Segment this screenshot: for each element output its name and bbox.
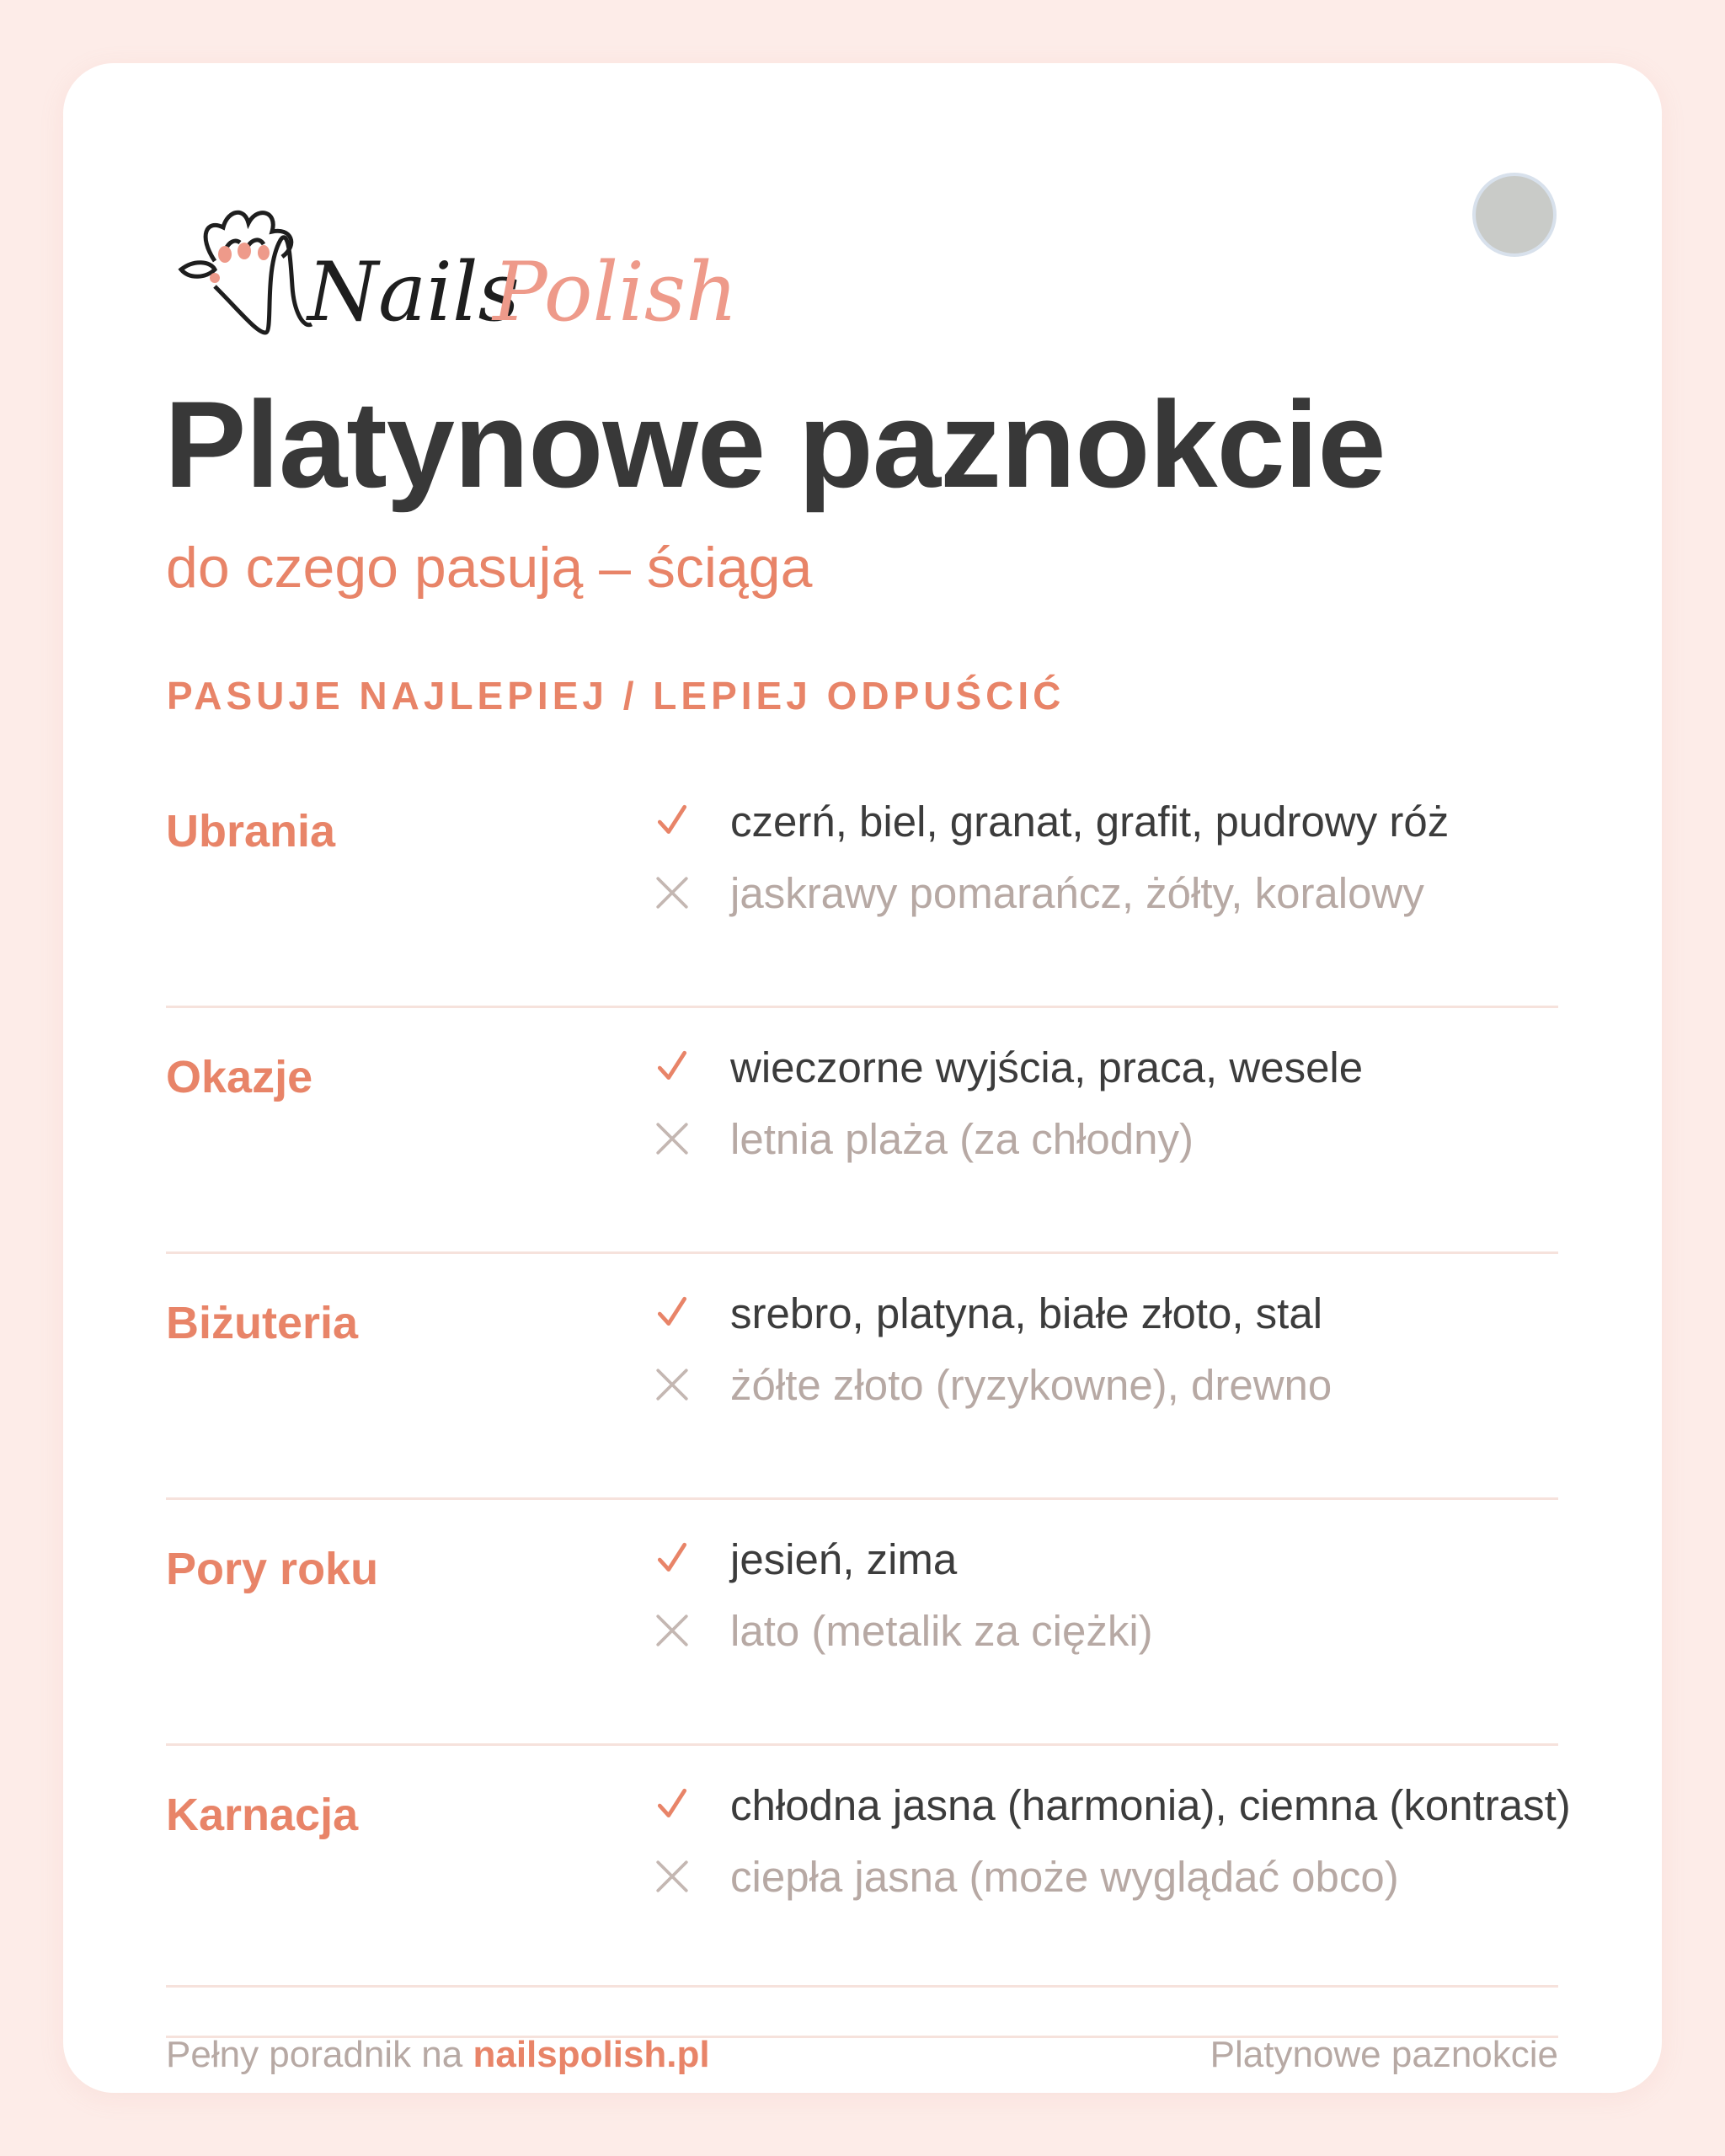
avoid-line [654, 1355, 1558, 1414]
footer-topic: Platynowe paznokcie [1210, 2034, 1558, 2075]
table-row [166, 1500, 1558, 1746]
fits-line [654, 792, 1558, 851]
logo-text-polish: Polish [493, 245, 737, 339]
fits-text: chłodna jasna (harmonia), ciemna (kontrast) [730, 1780, 1571, 1829]
footer-prefix: Pełny poradnik na [166, 2034, 463, 2075]
section-label: PASUJE NAJLEPIEJ / LEPIEJ ODPUŚCIĆ [167, 674, 1065, 718]
fits-text: wieczorne wyjścia, praca, wesele [730, 1043, 1364, 1091]
cross-icon [654, 875, 730, 910]
nails-fan-icon [164, 160, 737, 354]
check-icon [654, 1295, 730, 1331]
fits-line [654, 1529, 1558, 1588]
avoid-text: ciepła jasna (może wyglądać obco) [730, 1852, 1399, 1901]
check-icon [654, 1049, 730, 1085]
fits-text: jesień, zima [730, 1534, 958, 1583]
site-link[interactable]: nailspolish.pl [473, 2034, 710, 2075]
logo-text-nails: Nails [307, 245, 520, 339]
fits-text: czerń, biel, granat, grafit, pudrowy róż [730, 797, 1450, 846]
avoid-line [654, 1109, 1558, 1168]
row-label: Karnacja [166, 1790, 359, 1840]
table-row [166, 1008, 1558, 1254]
row-label: Pory roku [166, 1544, 379, 1594]
table-row [166, 1746, 1571, 2038]
row-label: Okazje [166, 1052, 313, 1102]
check-icon [654, 803, 730, 839]
avoid-text: lato (metalik za ciężki) [730, 1606, 1153, 1655]
table-row [166, 762, 1558, 1008]
avoid-line [654, 1847, 1558, 1906]
page-subtitle: do czego pasują – ściąga [166, 536, 813, 600]
fits-line [654, 1775, 1571, 1834]
avoid-line [654, 863, 1558, 922]
check-icon [654, 1787, 730, 1822]
cross-icon [654, 1859, 730, 1894]
cheat-sheet-card [63, 63, 1662, 2093]
avoid-text: letnia plaża (za chłodny) [730, 1114, 1194, 1163]
check-icon [654, 1541, 730, 1577]
page-title: Platynowe paznokcie [164, 376, 1386, 513]
avoid-text: żółte złoto (ryzykowne), drewno [730, 1360, 1332, 1409]
fits-line [654, 1038, 1558, 1097]
row-label: Biżuteria [166, 1298, 359, 1348]
table-row [166, 1254, 1558, 1500]
cross-icon [654, 1613, 730, 1648]
fits-text: srebro, platyna, białe złoto, stal [730, 1289, 1323, 1337]
nailspolish-logo[interactable] [164, 160, 737, 354]
cross-icon [654, 1121, 730, 1156]
row-label: Ubrania [166, 806, 336, 857]
pairing-table [166, 762, 1571, 2038]
avoid-line [654, 1601, 1558, 1660]
fits-line [654, 1283, 1558, 1342]
footer [166, 1985, 1558, 2075]
cross-icon [654, 1367, 730, 1402]
platinum-color-swatch [1472, 173, 1557, 257]
footer-guide-note [166, 2036, 710, 2073]
avoid-text: jaskrawy pomarańcz, żółty, koralowy [730, 868, 1424, 917]
